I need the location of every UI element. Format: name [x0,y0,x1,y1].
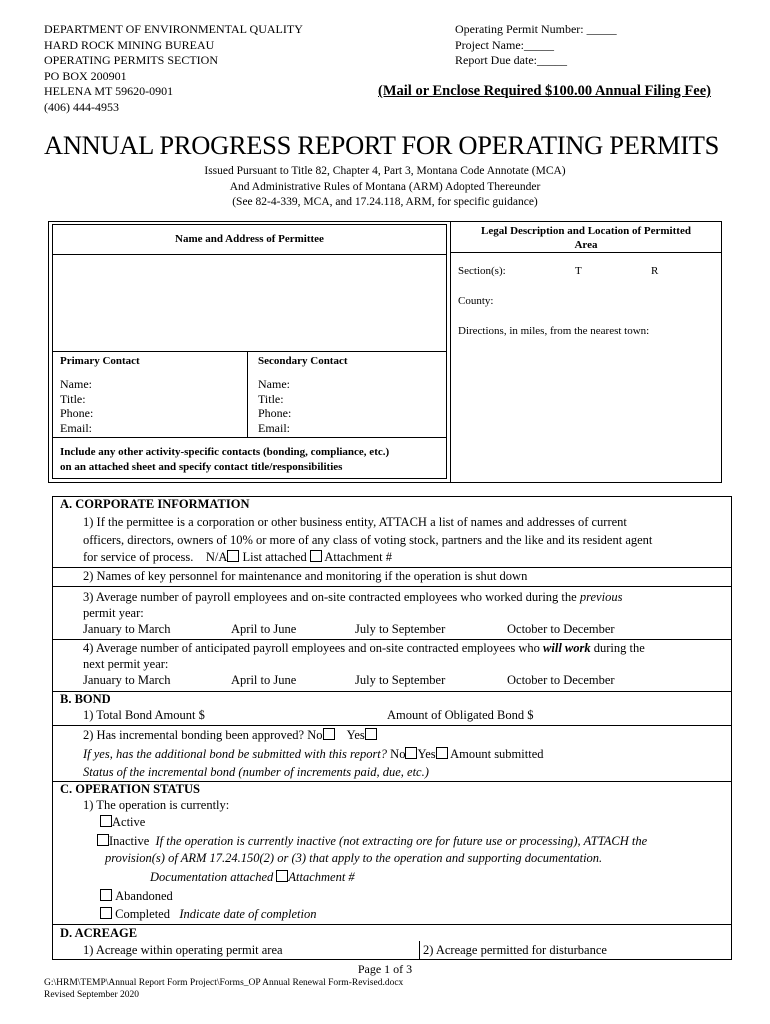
name-address-label: Name and Address of Permittee [175,233,324,245]
key-personnel-question[interactable]: 2) Names of key personnel for maintenance and monitoring if the operation is shut down [83,569,528,583]
list-attached-checkbox[interactable] [310,550,322,562]
abandoned-checkbox[interactable] [100,889,112,901]
section-b-heading: B. BOND [60,692,111,706]
q4-text: 4) Average number of anticipated payroll employees and on-site contracted employees who [83,641,540,655]
q2-text: 2) Has incremental bonding been approved? No [83,728,323,742]
q4-will-work: will work [543,641,591,655]
agency-address [44,22,303,115]
name-address-header [52,224,447,255]
subtitle [0,164,770,211]
payroll-next-question [83,641,645,672]
footer-info [44,977,403,1001]
active-checkbox[interactable] [100,815,112,827]
inactive-note: not extracting ore for future use or processing [343,834,574,848]
quarter-oct-dec[interactable]: October to December [507,673,615,687]
permit-number-field[interactable]: Operating Permit Number: _____ [455,22,617,36]
name-address-field[interactable] [52,254,447,352]
county-label: County: [458,295,494,307]
q3-previous: previous [579,590,623,604]
inactive-note: provision(s) of ARM 17.24.150(2) or (3) that apply to the operation and supporting documentation. [105,851,603,865]
bond-status-field[interactable]: Status of the incremental bond (number of increments paid, due, etc.) [83,765,429,779]
directions-label: Directions, in miles, from the nearest town: [458,325,650,337]
secondary-contact-fields[interactable] [258,377,291,436]
q1-line: 1) If the permittee is a corporation or other business entity, ATTACH a list of names and addresses of current [83,515,627,529]
fee-notice: (Mail or Enclose Required $100.00 Annual Filing Fee) [378,83,711,99]
subtitle-line: (See 82-4-339, MCA, and 17.24.118, ARM, for specific guidance) [232,196,538,208]
incremental-yes-checkbox[interactable] [365,728,377,740]
q1-line: officers, directors, owners of 10% or more of any class of voting stock, partners and the like and its resident agent [83,532,653,547]
inactive-note: If the operation is currently inactive ( [155,834,344,848]
completed-label: Completed [115,907,170,921]
if-yes-text: If yes, has the additional bond be submitted with this report? [83,747,388,761]
list-attached-label: List attached [242,550,307,564]
incremental-no-checkbox[interactable] [323,728,335,740]
primary-contact-fields[interactable] [60,377,93,436]
primary-contact-label: Primary Contact [60,355,140,367]
yes-label: Yes [346,728,365,742]
section-d-heading: D. ACREAGE [60,926,138,940]
q3-text: permit year: [83,605,144,620]
q1-line-options [83,549,652,567]
other-contacts-box [52,437,447,479]
township-label: T [575,265,582,277]
payroll-previous-question [83,590,622,621]
agency-line: PO BOX 200901 [44,68,127,83]
completed-checkbox[interactable] [100,907,112,919]
completed-option [100,907,316,922]
agency-line: HELENA MT 59620-0901 [44,84,174,98]
obligated-bond-field[interactable]: Amount of Obligated Bond $ [387,708,534,722]
additional-bond-question [83,747,544,762]
q3-text: 3) Average number of payroll employees and on-site contracted employees who worked during the [83,590,577,604]
title-label: Title: [258,391,284,406]
agency-line: OPERATING PERMITS SECTION [44,53,219,67]
other-contacts-note [53,438,446,475]
quarter-jan-mar[interactable]: January to March [83,673,171,687]
attachment-label: Attachment # [324,550,393,564]
quarter-apr-jun[interactable]: April to June [231,673,297,687]
phone-label: Phone: [60,406,94,421]
amount-submitted-label: Amount submitted [450,747,544,761]
report-due-field[interactable]: Report Due date:_____ [455,53,567,67]
doc-attached-checkbox[interactable] [276,870,288,882]
completion-note: Indicate date of completion [179,907,317,921]
section-a-heading: A. CORPORATE INFORMATION [60,497,250,511]
legal-desc-line: Legal Description and Location of Permitted [481,225,691,237]
acreage-permit-area-field[interactable]: 1) Acreage within operating permit area [83,943,283,957]
project-name-field[interactable]: Project Name:_____ [455,37,554,52]
total-bond-field[interactable]: 1) Total Bond Amount $ [83,708,205,722]
incremental-bond-question [83,728,377,743]
phone-label: Phone: [258,406,292,421]
legal-desc-line: Area [574,239,598,251]
quarter-jul-sep[interactable]: July to September [355,673,446,687]
na-checkbox[interactable] [227,550,239,562]
email-label: Email: [60,421,92,436]
corporate-info-question [83,514,652,567]
na-label: N/A [205,550,228,564]
revised-date: Revised September 2020 [44,990,139,1000]
acreage-disturbance-field[interactable]: 2) Acreage permitted for disturbance [423,943,607,957]
additional-yes-checkbox[interactable] [436,747,448,759]
documentation-attached [150,870,355,885]
title-label: Title: [60,391,86,406]
active-label: Active [112,815,146,829]
section-c-heading: C. OPERATION STATUS [60,782,200,796]
operation-status-question: 1) The operation is currently: [83,798,230,812]
yes-label: Yes [417,747,436,761]
secondary-contact-label: Secondary Contact [258,355,348,367]
no-label: No [390,747,406,761]
name-label: Name: [60,377,92,391]
name-label: Name: [258,377,290,391]
q1-line: for service of process. [83,550,194,564]
subtitle-line: Issued Pursuant to Title 82, Chapter 4, Part 3, Montana Code Annotate (MCA) [204,165,566,177]
q4-text: next permit year: [83,656,169,671]
quarter-apr-jun[interactable]: April to June [231,622,297,636]
agency-line: HARD ROCK MINING BUREAU [44,37,215,52]
quarter-jan-mar[interactable]: January to March [83,622,171,636]
permit-info [455,22,617,69]
subtitle-line: And Administrative Rules of Montana (ARM) Adopted Thereunder [229,180,541,193]
attachment-label: Attachment # [288,870,355,884]
range-label: R [651,265,659,277]
other-contacts-line: Include any other activity-specific contacts (bonding, compliance, etc.) [60,446,390,458]
inactive-note: ), ATTACH the [573,834,648,848]
other-contacts-line: on an attached sheet and specify contact title/responsibilities [60,461,343,473]
legal-desc-header [450,221,722,253]
quarter-oct-dec[interactable]: October to December [507,622,615,636]
page-title: ANNUAL PROGRESS REPORT FOR OPERATING PERMITS [44,130,720,160]
agency-line: (406) 444-4953 [44,99,119,114]
abandoned-label: Abandoned [115,889,173,903]
page-number: Page 1 of 3 [357,962,413,976]
quarter-jul-sep[interactable]: July to September [355,622,446,636]
sections-label: Section(s): [458,265,506,277]
abandoned-option [100,889,173,904]
legal-desc-label [451,222,721,252]
additional-no-checkbox[interactable] [405,747,417,759]
inactive-option [97,833,647,867]
legal-desc-field[interactable] [450,252,722,483]
email-label: Email: [258,421,290,436]
file-path: G:\HRM\TEMP\Annual Report Form Project\Forms_OP Annual Renewal Form-Revised.docx [44,978,404,988]
q4-text: during the [593,641,645,655]
doc-attached-label: Documentation attached [150,870,274,884]
inactive-checkbox[interactable] [97,834,109,846]
active-option [100,815,145,830]
inactive-label: Inactive [109,834,150,848]
agency-line: DEPARTMENT OF ENVIRONMENTAL QUALITY [44,22,303,36]
